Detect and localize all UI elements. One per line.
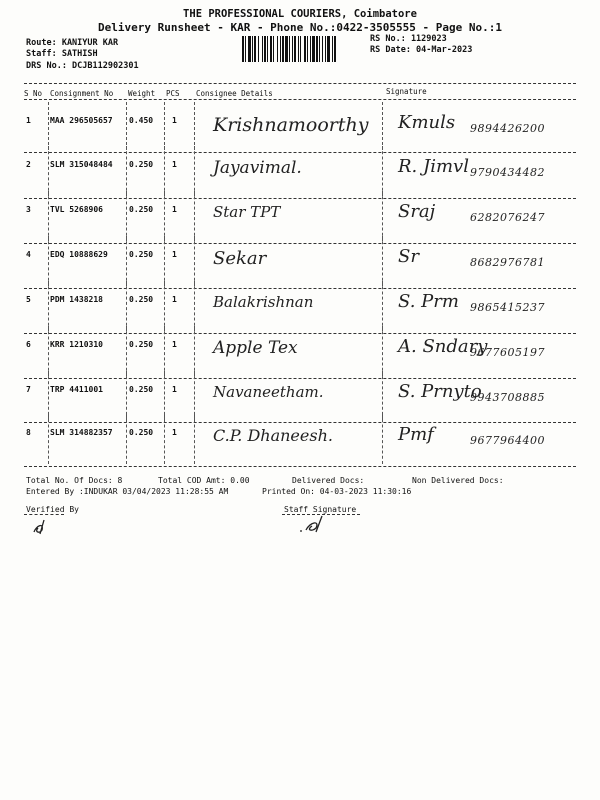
- column-divider: [48, 414, 49, 464]
- column-divider: [48, 146, 49, 196]
- row-signature: Sraj: [398, 201, 436, 222]
- column-divider: [164, 146, 165, 196]
- row-consignee-name: Navaneetham.: [213, 383, 324, 401]
- column-divider: [126, 281, 127, 331]
- column-divider: [126, 102, 127, 150]
- barcode-bar: [294, 36, 296, 62]
- row-weight: 0.250: [129, 385, 154, 394]
- row-consignment-no: TRP 4411001: [50, 385, 103, 394]
- row-sno: 4: [26, 250, 31, 259]
- column-divider: [48, 281, 49, 331]
- drs-number: DRS No.: DCJB112902301: [26, 61, 139, 71]
- column-divider: [382, 146, 383, 196]
- verified-by-label: Verified By: [26, 505, 79, 514]
- column-divider: [194, 281, 195, 331]
- row-consignee-name: Krishnamoorthy: [213, 114, 369, 136]
- row-weight: 0.250: [129, 295, 154, 304]
- row-pcs: 1: [172, 385, 177, 394]
- barcode-bar: [304, 36, 306, 62]
- row-signature: Sr: [398, 246, 419, 267]
- row-sno: 3: [26, 205, 31, 214]
- route-label: Route: KANIYUR KAR: [26, 38, 119, 48]
- barcode-bar: [334, 36, 336, 62]
- barcode-bar: [300, 36, 301, 62]
- column-divider: [164, 326, 165, 376]
- column-divider: [48, 102, 49, 150]
- row-sno: 1: [26, 116, 31, 125]
- column-divider: [164, 371, 165, 420]
- row-phone: 9677964400: [470, 434, 545, 447]
- column-divider: [194, 146, 195, 196]
- column-divider: [194, 371, 195, 420]
- column-divider: [126, 326, 127, 376]
- column-divider: [382, 326, 383, 376]
- barcode-bar: [262, 36, 263, 62]
- row-phone: 6282076247: [470, 211, 545, 224]
- barcode-bar: [327, 36, 330, 62]
- column-divider: [194, 102, 195, 150]
- barcode-bar: [245, 36, 246, 62]
- row-sno: 7: [26, 385, 31, 394]
- company-title: THE PROFESSIONAL COURIERS, Coimbatore: [183, 8, 417, 20]
- printed-on: Printed On: 04-03-2023 11:30:16: [262, 487, 412, 496]
- row-weight: 0.250: [129, 250, 154, 259]
- barcode-bar: [270, 36, 272, 62]
- row-consignment-no: TVL 5268906: [50, 205, 103, 214]
- barcode-bar: [298, 36, 299, 62]
- row-consignee-name: Star TPT: [213, 203, 281, 221]
- column-divider: [48, 191, 49, 241]
- barcode-bar: [316, 36, 318, 62]
- barcode-bar: [254, 36, 256, 62]
- row-phone: 9790434482: [470, 166, 545, 179]
- row-consignment-no: MAA 296505657: [50, 116, 113, 125]
- column-divider: [382, 191, 383, 241]
- rs-date: RS Date: 04-Mar-2023: [370, 45, 473, 55]
- column-divider: [382, 236, 383, 286]
- barcode-bar: [267, 36, 268, 62]
- row-pcs: 1: [172, 428, 177, 437]
- col-sno-header: S No: [24, 89, 43, 98]
- column-divider: [164, 281, 165, 331]
- table-header-rule: [24, 99, 576, 100]
- verified-signature-mark: [30, 516, 54, 536]
- row-pcs: 1: [172, 250, 177, 259]
- barcode-bar: [258, 36, 259, 62]
- entered-by: Entered By :INDUKAR 03/04/2023 11:28:55 AM: [26, 487, 229, 496]
- column-divider: [382, 281, 383, 331]
- row-consignee-name: Balakrishnan: [213, 293, 314, 311]
- column-divider: [164, 236, 165, 286]
- row-consignment-no: SLM 314882357: [50, 428, 113, 437]
- row-pcs: 1: [172, 205, 177, 214]
- row-phone: 8682976781: [470, 256, 545, 269]
- barcode-bar: [292, 36, 293, 62]
- row-consignee-name: C.P. Dhaneesh.: [213, 426, 333, 445]
- row-signature: S. Prm: [398, 291, 459, 312]
- row-consignment-no: KRR 1210310: [50, 340, 103, 349]
- row-consignee-name: Sekar: [213, 248, 267, 269]
- column-divider: [164, 414, 165, 464]
- row-pcs: 1: [172, 116, 177, 125]
- col-consignment-header: Consignment No: [50, 89, 114, 98]
- barcode-bar: [307, 36, 308, 62]
- column-divider: [126, 146, 127, 196]
- delivered-docs: Delivered Docs:: [292, 476, 365, 485]
- barcode-bar: [248, 36, 251, 62]
- row-phone: 9894426200: [470, 122, 545, 135]
- row-weight: 0.250: [129, 160, 154, 169]
- row-rule: [24, 466, 576, 467]
- row-phone: 9865415237: [470, 301, 545, 314]
- row-weight: 0.250: [129, 205, 154, 214]
- row-weight: 0.250: [129, 340, 154, 349]
- row-consignment-no: EDQ 10888629: [50, 250, 108, 259]
- row-weight: 0.450: [129, 116, 154, 125]
- column-divider: [126, 191, 127, 241]
- row-sno: 2: [26, 160, 31, 169]
- barcode-bar: [310, 36, 311, 62]
- column-divider: [194, 326, 195, 376]
- col-weight-header: Weight: [128, 89, 156, 98]
- row-signature: S. Prnyto: [398, 381, 482, 402]
- rs-number: RS No.: 1129023: [370, 34, 447, 44]
- barcode-bar: [325, 36, 326, 62]
- col-pcs-header: PCS: [166, 89, 180, 98]
- row-consignment-no: PDM 1438218: [50, 295, 103, 304]
- row-signature: A. Sndary: [398, 336, 488, 357]
- barcode-bar: [264, 36, 266, 62]
- column-divider: [382, 414, 383, 464]
- row-pcs: 1: [172, 340, 177, 349]
- column-divider: [48, 371, 49, 420]
- column-divider: [48, 326, 49, 376]
- column-divider: [164, 102, 165, 150]
- row-signature: Kmuls: [398, 112, 456, 133]
- staff-signature-label: Staff Signature: [284, 505, 357, 514]
- column-divider: [126, 414, 127, 464]
- row-pcs: 1: [172, 295, 177, 304]
- column-divider: [48, 236, 49, 286]
- total-docs: Total No. Of Docs: 8: [26, 476, 123, 485]
- verified-rule: [24, 514, 64, 515]
- barcode-bar: [280, 36, 281, 62]
- total-cod: Total COD Amt: 0.00: [158, 476, 250, 485]
- row-sno: 8: [26, 428, 31, 437]
- column-divider: [194, 414, 195, 464]
- barcode-bar: [322, 36, 323, 62]
- row-signature: Pmf: [398, 424, 434, 445]
- non-delivered-docs: Non Delivered Docs:: [412, 476, 504, 485]
- row-sno: 5: [26, 295, 31, 304]
- barcode-bar: [252, 36, 253, 62]
- barcode-bar: [285, 36, 288, 62]
- column-divider: [382, 102, 383, 150]
- table-top-rule: [24, 83, 576, 84]
- row-phone: 9943708885: [470, 391, 545, 404]
- barcode-bar: [332, 36, 333, 62]
- col-signature-header: Signature: [386, 87, 427, 96]
- column-divider: [126, 371, 127, 420]
- row-consignment-no: SLM 315048484: [50, 160, 113, 169]
- barcode-bar: [319, 36, 320, 62]
- row-pcs: 1: [172, 160, 177, 169]
- row-consignee-name: Jayavimal.: [213, 158, 302, 178]
- row-weight: 0.250: [129, 428, 154, 437]
- barcode-bar: [312, 36, 315, 62]
- column-divider: [164, 191, 165, 241]
- barcode-bar: [242, 36, 244, 62]
- row-signature: R. Jimvl: [398, 156, 469, 177]
- row-consignee-name: Apple Tex: [213, 338, 298, 358]
- runsheet-subtitle: Delivery Runsheet - KAR - Phone No.:0422-3505555 - Page No.:1: [98, 21, 502, 34]
- barcode-bar: [277, 36, 278, 62]
- column-divider: [126, 236, 127, 286]
- barcode-bar: [289, 36, 290, 62]
- barcode-image: [242, 36, 364, 62]
- column-divider: [194, 191, 195, 241]
- column-divider: [194, 236, 195, 286]
- barcode-bar: [282, 36, 284, 62]
- row-sno: 6: [26, 340, 31, 349]
- staff-label: Staff: SATHISH: [26, 49, 98, 59]
- staff-signature-mark: [298, 514, 334, 534]
- row-phone: 9677605197: [470, 346, 545, 359]
- column-divider: [382, 371, 383, 420]
- barcode-bar: [273, 36, 274, 62]
- col-consignee-header: Consignee Details: [196, 89, 273, 98]
